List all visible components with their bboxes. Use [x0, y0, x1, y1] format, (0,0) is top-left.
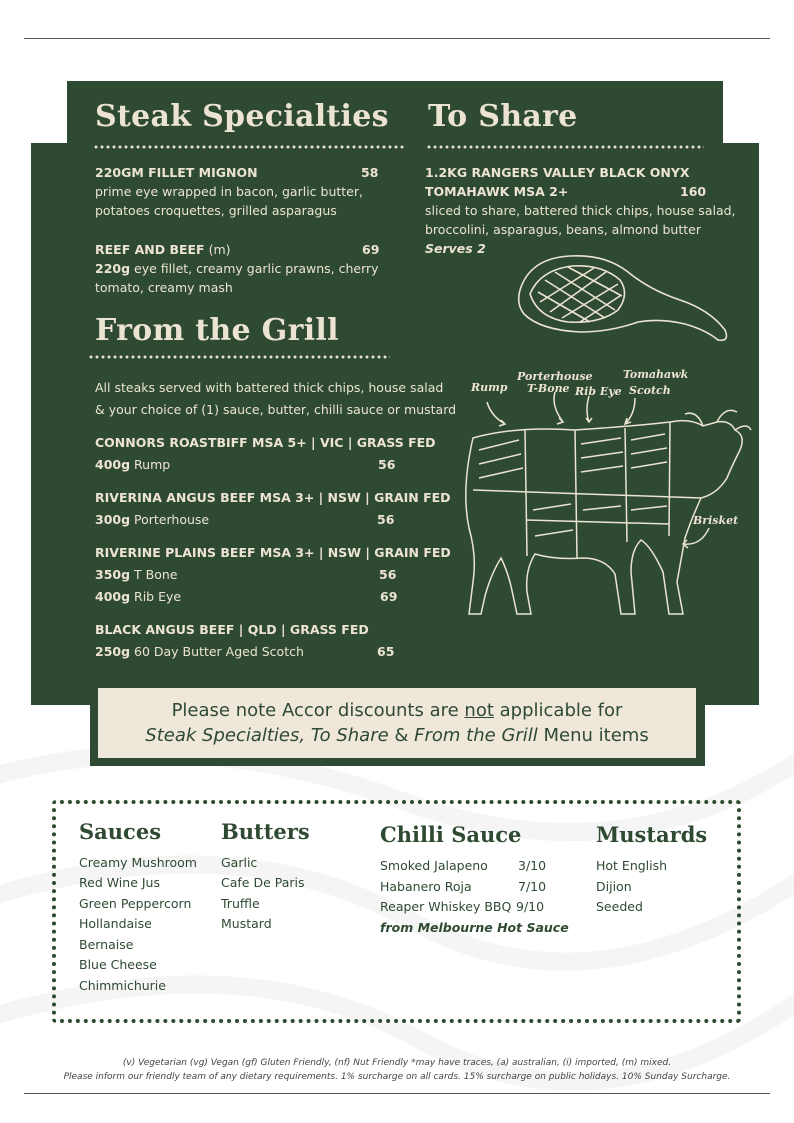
cut-weight: 250g [95, 644, 131, 659]
ribeye-label: Rib Eye [575, 385, 622, 398]
dietary-legend: (v) Vegetarian (vg) Vegan (gf) Gluten Friendly, (nf) Nut Friendly *may have traces, (a) australian, (i) imported, (m) mixed. [122, 1058, 672, 1068]
chilli-heat: 9/10 [516, 899, 545, 914]
notice-line1-text-a: Please note Accor discounts are [171, 700, 465, 721]
mustards-title: Mustards [596, 822, 708, 847]
chilli-sauce-title: Chilli Sauce [380, 822, 522, 847]
sauce-item: Bernaise [79, 937, 134, 952]
chilli-heat: 7/10 [518, 879, 547, 894]
sauce-item: Hollandaise [79, 916, 152, 931]
chilli-item: Reaper Whiskey BBQ [380, 899, 512, 914]
tomahawk-steak-illustration [510, 250, 735, 346]
cut-price: 65 [377, 644, 395, 659]
fillet-mignon-price: 58 [361, 165, 379, 180]
reef-and-beef-desc1-text: eye fillet, creamy garlic prawns, cherry [130, 261, 379, 276]
grill-cut-row [95, 512, 209, 527]
cut-price: 69 [380, 589, 398, 604]
cut-price: 56 [378, 457, 396, 472]
grill-intro-line1: All steaks served with battered thick chips, house salad [95, 380, 444, 395]
chilli-item: Smoked Jalapeno [380, 858, 488, 873]
scotch-label: Scotch [629, 384, 671, 397]
tbone-label: T-Bone [527, 382, 570, 395]
reef-and-beef-desc-line2: tomato, creamy mash [95, 280, 233, 295]
tomahawk-serves: Serves 2 [425, 241, 486, 256]
cut-weight: 400g [95, 589, 131, 604]
grill-group-heading: CONNORS ROASTBIFF MSA 5+ | VIC | GRASS FED [95, 435, 436, 450]
butter-item: Truffle [221, 896, 260, 911]
cut-price: 56 [379, 567, 397, 582]
to-share-title: To Share [428, 99, 578, 134]
cut-name: 60 Day Butter Aged Scotch [130, 644, 304, 659]
cut-name: Porterhouse [130, 512, 210, 527]
notice-line1-text-b: applicable for [493, 700, 623, 721]
accor-discount-notice [98, 688, 696, 758]
bottom-rule [24, 1093, 770, 1094]
to-share-divider [426, 145, 704, 149]
reef-and-beef-heading [95, 242, 231, 257]
grill-intro-line2: & your choice of (1) sauce, butter, chilli sauce or mustard [95, 402, 457, 417]
tomahawk-price: 160 [680, 184, 707, 199]
sauce-item: Creamy Mushroom [79, 855, 197, 870]
mustard-item: Hot English [596, 858, 668, 873]
from-the-grill-title: From the Grill [95, 313, 339, 348]
cut-name: Rib Eye [130, 589, 182, 604]
notice-line2 [98, 723, 696, 748]
grill-group-heading: RIVERINE PLAINS BEEF MSA 3+ | NSW | GRAIN FED [95, 545, 451, 560]
steak-specialties-title: Steak Specialties [95, 99, 389, 134]
reef-and-beef-desc-line1 [95, 261, 379, 276]
reef-and-beef-name: REEF AND BEEF [95, 242, 205, 257]
chilli-source: from Melbourne Hot Sauce [380, 920, 569, 935]
fillet-mignon-name: 220GM FILLET MIGNON [95, 165, 258, 180]
grill-group-heading: BLACK ANGUS BEEF | QLD | GRASS FED [95, 622, 369, 637]
cut-weight: 400g [95, 457, 131, 472]
sauce-item: Green Peppercorn [79, 896, 192, 911]
rump-label: Rump [471, 381, 508, 394]
mustard-item: Dijion [596, 879, 632, 894]
reef-and-beef-tag: (m) [208, 242, 231, 257]
fillet-mignon-desc-line1: prime eye wrapped in bacon, garlic butter, [95, 184, 363, 199]
from-the-grill-divider [88, 355, 390, 359]
porterhouse-label: Porterhouse [517, 370, 593, 383]
tomahawk-label: Tomahawk [623, 368, 689, 381]
top-rule [24, 38, 770, 39]
grill-cut-row [95, 457, 170, 472]
tomahawk-desc-line1: sliced to share, battered thick chips, house salad, [425, 203, 736, 218]
notice-line2-italic-a: Steak Specialties, To Share [145, 725, 389, 746]
cut-weight: 350g [95, 567, 131, 582]
tomahawk-desc-line2: broccolini, asparagus, beans, almond butter [425, 222, 701, 237]
grill-cut-row [95, 567, 177, 582]
reef-and-beef-price: 69 [362, 242, 380, 257]
cut-price: 56 [377, 512, 395, 527]
tomahawk-name-line2: TOMAHAWK MSA 2+ [425, 184, 569, 199]
grill-cut-row [95, 644, 304, 659]
mustard-item: Seeded [596, 899, 643, 914]
sauce-item: Blue Cheese [79, 957, 157, 972]
reef-and-beef-weight: 220g [95, 261, 131, 276]
notice-line2-text: Menu items [537, 725, 649, 746]
sauce-item: Red Wine Jus [79, 875, 160, 890]
cut-name: Rump [130, 457, 171, 472]
grill-cut-row [95, 589, 181, 604]
fillet-mignon-desc-line2: potatoes croquettes, grilled asparagus [95, 203, 337, 218]
cut-weight: 300g [95, 512, 131, 527]
chilli-item: Habanero Roja [380, 879, 472, 894]
beef-cuts-cow-illustration [455, 360, 755, 625]
cut-name: T Bone [130, 567, 178, 582]
steak-specialties-divider [93, 145, 405, 149]
butters-title: Butters [221, 819, 310, 844]
surcharge-note: Please inform our friendly team of any dietary requirements. 1% surcharge on all cards. 15% surcharge on public holidays. 10% Sunday Surcharge. [63, 1072, 731, 1082]
notice-line2-italic-b: From the Grill [414, 725, 538, 746]
sauce-item: Chimmichurie [79, 978, 166, 993]
notice-line1 [98, 698, 696, 723]
grill-group-heading: RIVERINA ANGUS BEEF MSA 3+ | NSW | GRAIN FED [95, 490, 451, 505]
notice-not: not [464, 700, 494, 721]
butter-item: Garlic [221, 855, 258, 870]
tomahawk-name-line1: 1.2KG RANGERS VALLEY BLACK ONYX [425, 165, 690, 180]
sauces-title: Sauces [79, 819, 162, 844]
butter-item: Mustard [221, 916, 272, 931]
brisket-label: Brisket [693, 514, 739, 527]
butter-item: Cafe De Paris [221, 875, 305, 890]
notice-line2-amp: & [388, 725, 415, 746]
chilli-heat: 3/10 [518, 858, 547, 873]
